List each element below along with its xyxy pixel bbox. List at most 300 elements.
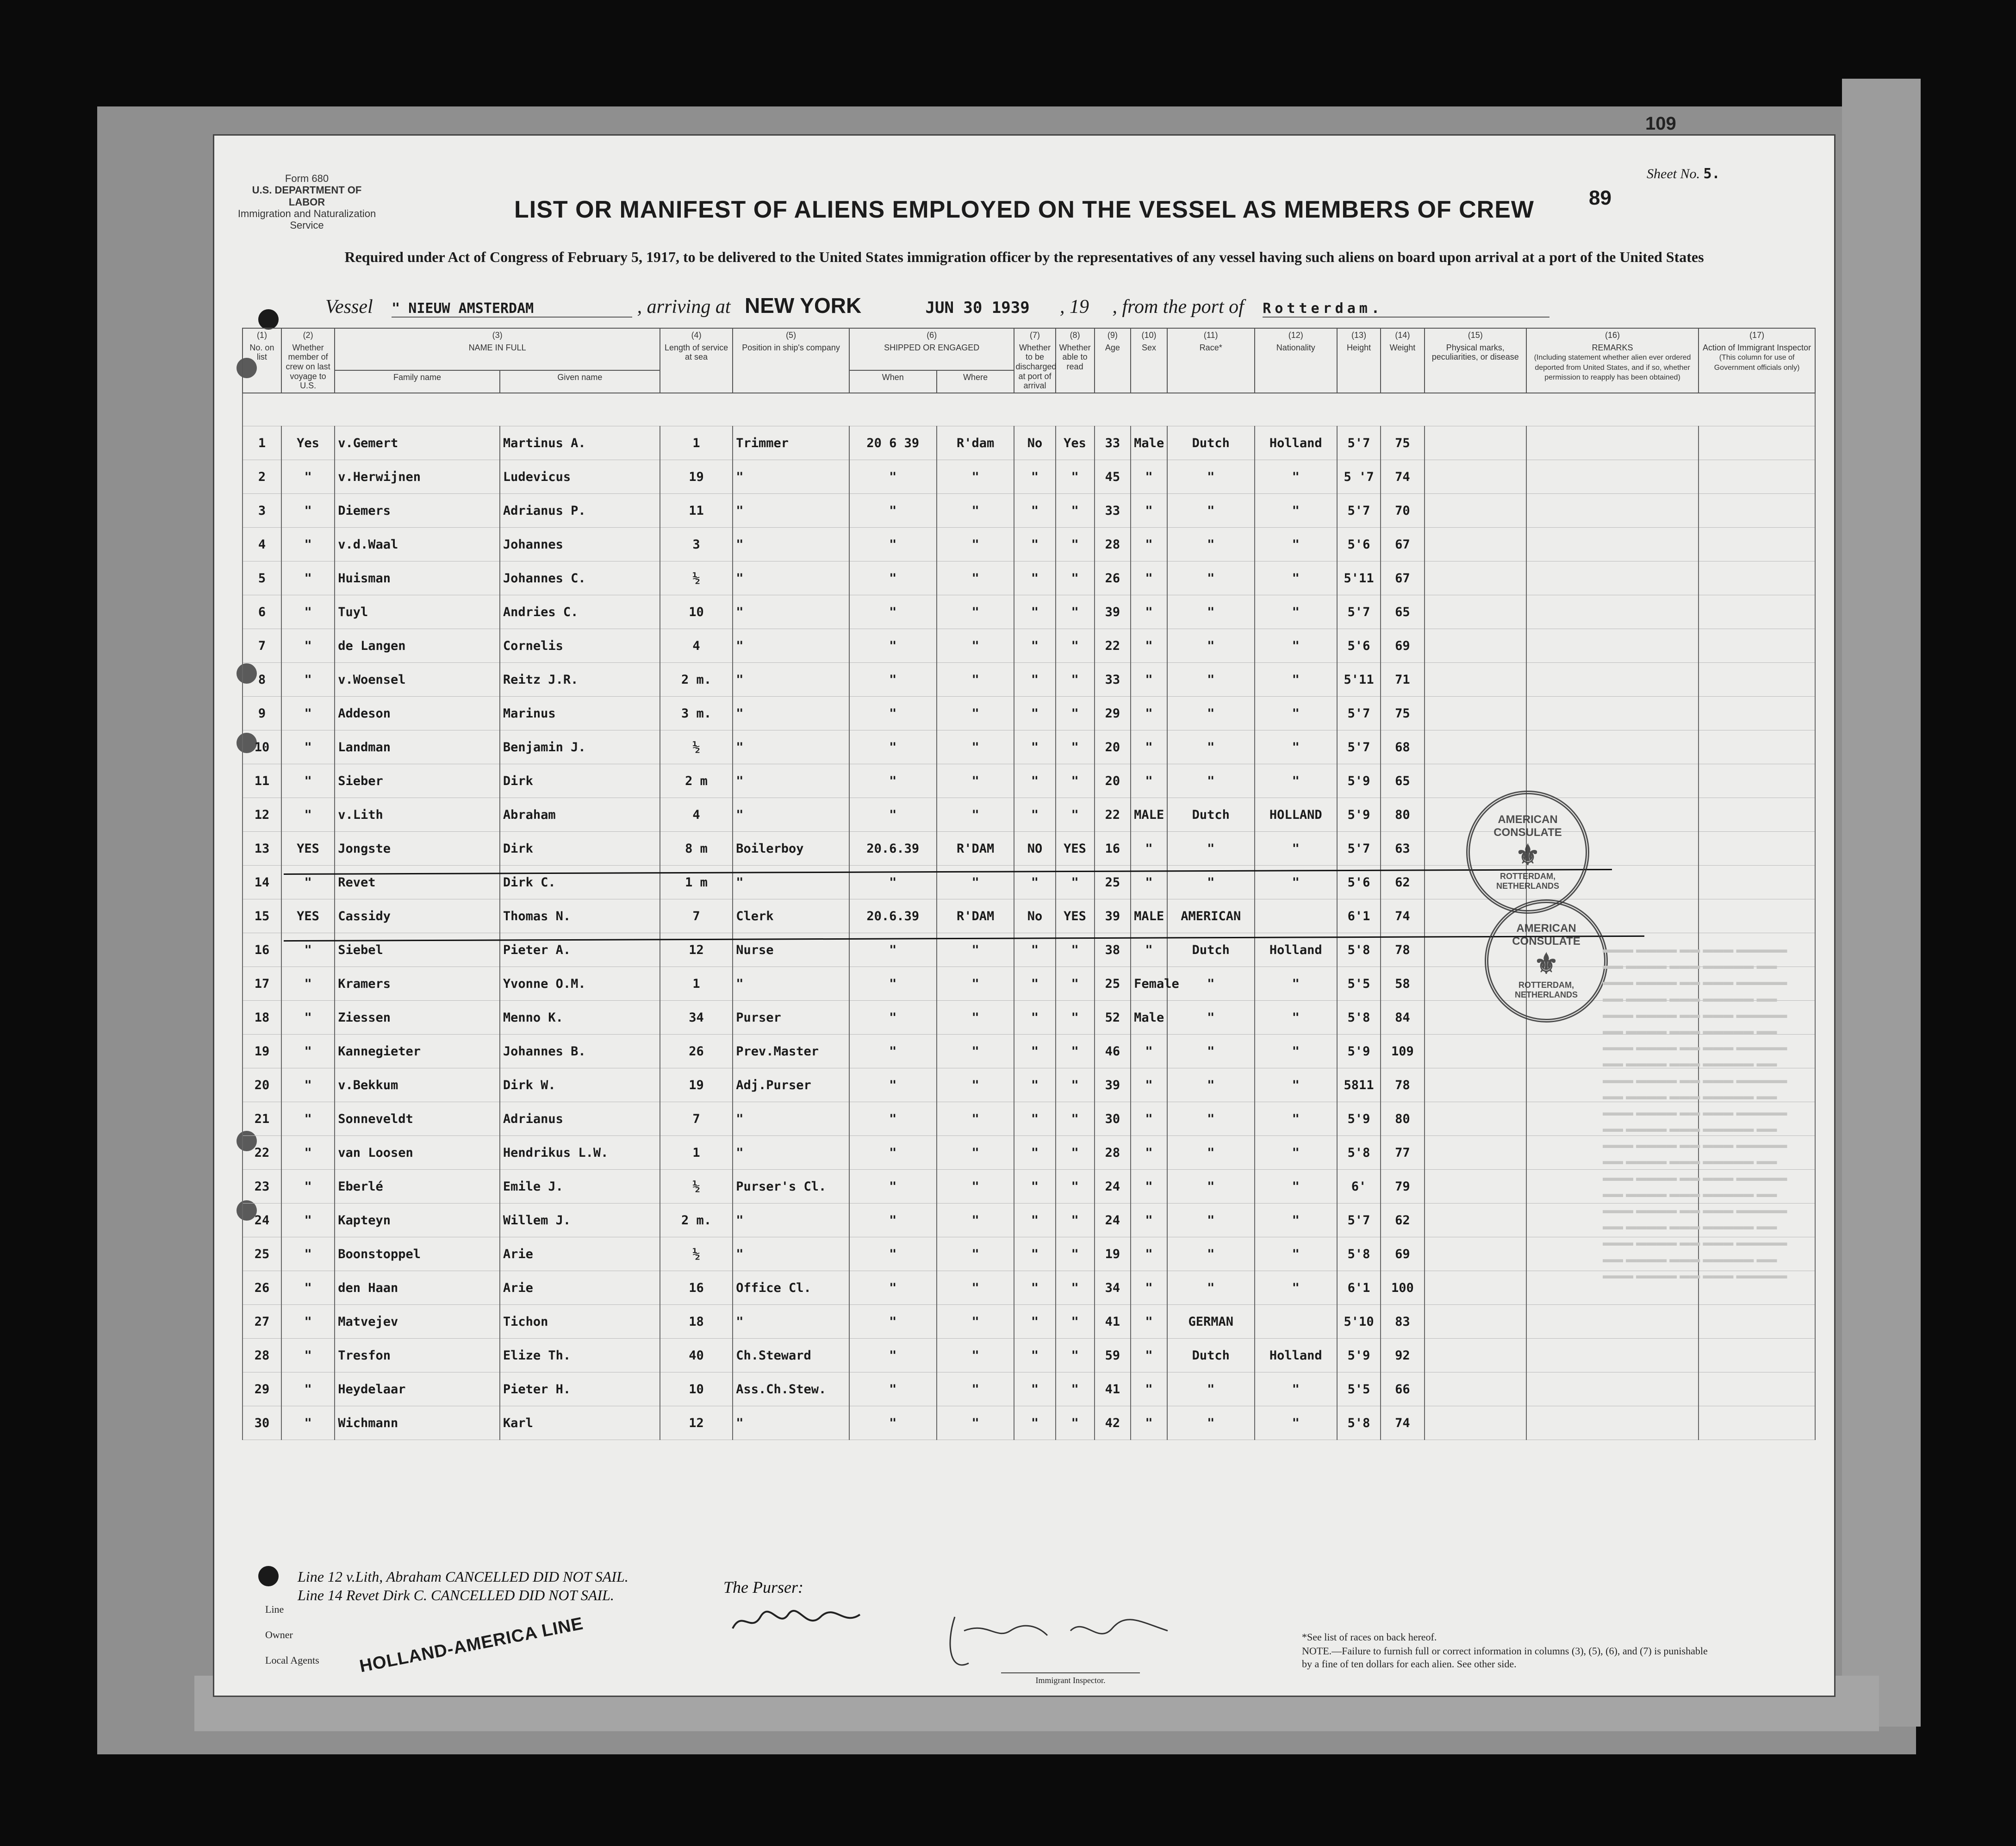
- position-cell: ": [733, 697, 849, 730]
- age-cell: 25: [1095, 967, 1131, 1001]
- height-cell: 5'7: [1337, 1204, 1381, 1237]
- service-length-cell: 2 m.: [660, 663, 733, 697]
- able-to-read-cell: ": [1056, 1068, 1095, 1102]
- able-to-read-cell: ": [1056, 866, 1095, 899]
- weight-cell: 62: [1381, 866, 1424, 899]
- family-name-cell: Landman: [335, 730, 500, 764]
- position-cell: ": [733, 730, 849, 764]
- shipped-where-cell: ": [937, 1136, 1014, 1170]
- weight-cell: 78: [1381, 933, 1424, 967]
- age-cell: 30: [1095, 1102, 1131, 1136]
- row-number-cell: 18: [243, 1001, 281, 1035]
- shipped-where-cell: ": [937, 933, 1014, 967]
- shipped-when-cell: ": [849, 595, 937, 629]
- height-cell: 5'9: [1337, 1102, 1381, 1136]
- col-1-header: (1) No. on list: [243, 328, 281, 393]
- race-cell: ": [1167, 1136, 1255, 1170]
- department: U.S. DEPARTMENT OF LABOR: [252, 184, 362, 208]
- able-to-read-cell: ": [1056, 1237, 1095, 1271]
- race-cell: ": [1167, 629, 1255, 663]
- sex-cell: ": [1131, 933, 1167, 967]
- table-row: [243, 730, 1815, 764]
- purser-label: The Purser:: [723, 1578, 803, 1597]
- row-number-cell: 5: [243, 561, 281, 595]
- physical-marks-cell: [1425, 528, 1526, 561]
- table-row: [243, 663, 1815, 697]
- able-to-read-cell: ": [1056, 1170, 1095, 1204]
- table-row: [243, 1271, 1815, 1305]
- age-cell: 42: [1095, 1406, 1131, 1440]
- height-cell: 5'8: [1337, 1001, 1381, 1035]
- row-number-cell: 2: [243, 460, 281, 494]
- table-row: [243, 1204, 1815, 1237]
- prev-voyage-cell: ": [281, 1237, 335, 1271]
- sex-cell: ": [1131, 697, 1167, 730]
- discharged-cell: ": [1014, 1136, 1055, 1170]
- sex-cell: ": [1131, 561, 1167, 595]
- weight-cell: 75: [1381, 426, 1424, 460]
- corner-page-number: 109: [1645, 113, 1676, 134]
- prev-voyage-cell: ": [281, 1305, 335, 1339]
- position-cell: Ass.Ch.Stew.: [733, 1372, 849, 1406]
- form-number: Form 680: [285, 173, 329, 184]
- height-cell: 5'6: [1337, 528, 1381, 561]
- discharged-cell: ": [1014, 629, 1055, 663]
- discharged-cell: ": [1014, 1102, 1055, 1136]
- family-name-cell: v.Bekkum: [335, 1068, 500, 1102]
- age-cell: 22: [1095, 798, 1131, 832]
- shipped-where-cell: ": [937, 1372, 1014, 1406]
- discharged-cell: ": [1014, 1271, 1055, 1305]
- given-name-cell: Hendrikus L.W.: [500, 1136, 660, 1170]
- given-name-cell: Menno K.: [500, 1001, 660, 1035]
- service-name: Immigration and Naturalization Service: [237, 207, 376, 231]
- sex-cell: ": [1131, 1170, 1167, 1204]
- col-16-header: (16) REMARKS (Including statement whether alien ever ordered deported from United States, and if so, whether permission to reapply has been obtained): [1526, 328, 1699, 393]
- nationality-cell: ": [1255, 561, 1337, 595]
- family-name-cell: Wichmann: [335, 1406, 500, 1440]
- weight-cell: 80: [1381, 798, 1424, 832]
- prev-voyage-cell: YES: [281, 899, 335, 933]
- column-header-row: [243, 328, 1815, 370]
- shipped-where-cell: R'dam: [937, 426, 1014, 460]
- weight-cell: 65: [1381, 764, 1424, 798]
- row-number-cell: 25: [243, 1237, 281, 1271]
- able-to-read-cell: ": [1056, 1271, 1095, 1305]
- given-name-cell: Dirk C.: [500, 866, 660, 899]
- sex-cell: ": [1131, 1102, 1167, 1136]
- shipped-where-cell: ": [937, 1035, 1014, 1068]
- col-7-header: (7) Whether to be discharged at port of arrival: [1014, 328, 1055, 393]
- sex-cell: Male: [1131, 1001, 1167, 1035]
- height-cell: 6': [1337, 1170, 1381, 1204]
- shipped-when-cell: 20 6 39: [849, 426, 937, 460]
- height-cell: 5'5: [1337, 967, 1381, 1001]
- shipped-where-cell: ": [937, 730, 1014, 764]
- position-cell: ": [733, 494, 849, 528]
- shipped-where-cell: ": [937, 764, 1014, 798]
- race-cell: ": [1167, 1204, 1255, 1237]
- sex-cell: ": [1131, 595, 1167, 629]
- position-cell: Office Cl.: [733, 1271, 849, 1305]
- inspector-action-cell: [1699, 663, 1815, 697]
- race-cell: Dutch: [1167, 1339, 1255, 1372]
- given-name-cell: Johannes: [500, 528, 660, 561]
- table-row: [243, 460, 1815, 494]
- position-cell: ": [733, 967, 849, 1001]
- nationality-cell: ": [1255, 460, 1337, 494]
- service-length-cell: 34: [660, 1001, 733, 1035]
- given-name-cell: Abraham: [500, 798, 660, 832]
- row-number-cell: 27: [243, 1305, 281, 1339]
- height-cell: 5'8: [1337, 1136, 1381, 1170]
- shipped-when-cell: ": [849, 663, 937, 697]
- remarks-cell: [1526, 426, 1699, 460]
- weight-cell: 80: [1381, 1102, 1424, 1136]
- shipped-where-cell: ": [937, 1001, 1014, 1035]
- weight-cell: 67: [1381, 528, 1424, 561]
- family-name-cell: v.Lith: [335, 798, 500, 832]
- family-name-cell: Boonstoppel: [335, 1237, 500, 1271]
- consulate-seal-stamp: AMERICAN CONSULATE ⚜ ROTTERDAM, NETHERLANDS: [1466, 791, 1589, 914]
- sex-cell: MALE: [1131, 899, 1167, 933]
- prev-voyage-cell: ": [281, 697, 335, 730]
- prev-voyage-cell: ": [281, 629, 335, 663]
- prev-voyage-cell: ": [281, 460, 335, 494]
- service-length-cell: 4: [660, 798, 733, 832]
- able-to-read-cell: ": [1056, 697, 1095, 730]
- discharged-cell: ": [1014, 1068, 1055, 1102]
- shipped-where-cell: ": [937, 1068, 1014, 1102]
- race-cell: ": [1167, 1035, 1255, 1068]
- vessel-line: [325, 293, 1806, 321]
- owner-label: Owner: [265, 1629, 293, 1640]
- family-name-cell: Heydelaar: [335, 1372, 500, 1406]
- able-to-read-cell: YES: [1056, 832, 1095, 866]
- sex-cell: ": [1131, 1339, 1167, 1372]
- discharged-cell: ": [1014, 1170, 1055, 1204]
- row-number-cell: 21: [243, 1102, 281, 1136]
- race-cell: Dutch: [1167, 933, 1255, 967]
- shipped-where-cell: ": [937, 798, 1014, 832]
- height-cell: 5 '7: [1337, 460, 1381, 494]
- race-cell: ": [1167, 697, 1255, 730]
- age-cell: 52: [1095, 1001, 1131, 1035]
- shipped-where-cell: ": [937, 866, 1014, 899]
- position-cell: Purser's Cl.: [733, 1170, 849, 1204]
- row-number-cell: 7: [243, 629, 281, 663]
- family-name-cell: Kapteyn: [335, 1204, 500, 1237]
- race-cell: AMERICAN: [1167, 899, 1255, 933]
- age-cell: 33: [1095, 426, 1131, 460]
- row-number-cell: 1: [243, 426, 281, 460]
- shipped-where-cell: ": [937, 1271, 1014, 1305]
- immigrant-inspector-label: Immigrant Inspector.: [1001, 1672, 1140, 1686]
- discharged-cell: ": [1014, 663, 1055, 697]
- prev-voyage-cell: ": [281, 730, 335, 764]
- family-name-cell: v.Herwijnen: [335, 460, 500, 494]
- given-name-cell: Emile J.: [500, 1170, 660, 1204]
- given-name-cell: Thomas N.: [500, 899, 660, 933]
- shipped-when-cell: ": [849, 1204, 937, 1237]
- inspector-action-cell: [1699, 426, 1815, 460]
- height-cell: 5'9: [1337, 1035, 1381, 1068]
- service-length-cell: 19: [660, 460, 733, 494]
- age-cell: 26: [1095, 561, 1131, 595]
- race-cell: ": [1167, 1001, 1255, 1035]
- height-cell: 5'10: [1337, 1305, 1381, 1339]
- weight-cell: 68: [1381, 730, 1424, 764]
- col-17-header: (17) Action of Immigrant Inspector (This column for use of Government officials only): [1699, 328, 1815, 393]
- position-cell: ": [733, 866, 849, 899]
- table-row: [243, 1406, 1815, 1440]
- service-length-cell: 7: [660, 899, 733, 933]
- service-length-cell: 1 m: [660, 866, 733, 899]
- shipped-where-cell: ": [937, 967, 1014, 1001]
- row-number-cell: 30: [243, 1406, 281, 1440]
- departure-port: Rotterdam.: [1263, 300, 1549, 318]
- service-length-cell: 10: [660, 595, 733, 629]
- table-row: [243, 629, 1815, 663]
- cancellation-note-2: Line 14 Revet Dirk C. CANCELLED DID NOT SAIL.: [298, 1587, 614, 1603]
- service-length-cell: ½: [660, 730, 733, 764]
- service-length-cell: ½: [660, 1170, 733, 1204]
- shipped-when-cell: 20.6.39: [849, 899, 937, 933]
- weight-cell: 58: [1381, 967, 1424, 1001]
- shipped-when-cell: ": [849, 866, 937, 899]
- height-cell: 5'6: [1337, 866, 1381, 899]
- row-number-cell: 28: [243, 1339, 281, 1372]
- remarks-cell: [1526, 629, 1699, 663]
- given-name-cell: Ludevicus: [500, 460, 660, 494]
- age-cell: 39: [1095, 595, 1131, 629]
- nationality-cell: ": [1255, 1102, 1337, 1136]
- able-to-read-cell: ": [1056, 1406, 1095, 1440]
- sex-cell: ": [1131, 730, 1167, 764]
- given-name-cell: Adrianus P.: [500, 494, 660, 528]
- able-to-read-cell: ": [1056, 798, 1095, 832]
- age-cell: 29: [1095, 697, 1131, 730]
- discharged-cell: ": [1014, 1035, 1055, 1068]
- physical-marks-cell: [1425, 663, 1526, 697]
- age-cell: 41: [1095, 1305, 1131, 1339]
- physical-marks-cell: [1425, 1068, 1526, 1102]
- family-name-cell: Kramers: [335, 967, 500, 1001]
- physical-marks-cell: [1425, 460, 1526, 494]
- blank-spacer-row: [243, 393, 1815, 426]
- position-cell: ": [733, 798, 849, 832]
- row-number-cell: 23: [243, 1170, 281, 1204]
- shipped-when-cell: ": [849, 1406, 937, 1440]
- physical-marks-cell: [1425, 629, 1526, 663]
- row-number-cell: 22: [243, 1136, 281, 1170]
- inspector-action-cell: [1699, 730, 1815, 764]
- weight-cell: 78: [1381, 1068, 1424, 1102]
- shipped-where-cell: ": [937, 1102, 1014, 1136]
- col-13-header: (13) Height: [1337, 328, 1381, 393]
- family-name-cell: Diemers: [335, 494, 500, 528]
- discharged-cell: ": [1014, 494, 1055, 528]
- given-name-cell: Karl: [500, 1406, 660, 1440]
- remarks-cell: [1526, 494, 1699, 528]
- family-name-cell: Cassidy: [335, 899, 500, 933]
- shipped-when-cell: ": [849, 460, 937, 494]
- nationality-cell: ": [1255, 1136, 1337, 1170]
- able-to-read-cell: ": [1056, 561, 1095, 595]
- able-to-read-cell: ": [1056, 933, 1095, 967]
- able-to-read-cell: ": [1056, 1136, 1095, 1170]
- table-row: [243, 561, 1815, 595]
- table-row: [243, 1136, 1815, 1170]
- row-number-cell: 8: [243, 663, 281, 697]
- inspector-action-cell: [1699, 899, 1815, 933]
- shipped-where-cell: ": [937, 528, 1014, 561]
- service-length-cell: 12: [660, 1406, 733, 1440]
- discharged-cell: ": [1014, 1339, 1055, 1372]
- family-name-cell: v.Woensel: [335, 663, 500, 697]
- row-number-cell: 10: [243, 730, 281, 764]
- family-name-cell: Jongste: [335, 832, 500, 866]
- shipped-when-cell: ": [849, 1339, 937, 1372]
- prev-voyage-cell: ": [281, 1170, 335, 1204]
- able-to-read-cell: ": [1056, 1339, 1095, 1372]
- weight-cell: 84: [1381, 1001, 1424, 1035]
- nationality-cell: ": [1255, 764, 1337, 798]
- able-to-read-cell: ": [1056, 460, 1095, 494]
- able-to-read-cell: ": [1056, 1305, 1095, 1339]
- able-to-read-cell: ": [1056, 595, 1095, 629]
- position-cell: Ch.Steward: [733, 1339, 849, 1372]
- shipped-when-cell: ": [849, 1102, 937, 1136]
- col-15-header: (15) Physical marks, peculiarities, or disease: [1425, 328, 1526, 393]
- discharged-cell: No: [1014, 899, 1055, 933]
- col-6-header: (6) SHIPPED OR ENGAGED: [849, 328, 1014, 370]
- race-cell: ": [1167, 1102, 1255, 1136]
- row-number-cell: 13: [243, 832, 281, 866]
- prev-voyage-cell: ": [281, 764, 335, 798]
- race-cell: ": [1167, 1237, 1255, 1271]
- race-cell: ": [1167, 1372, 1255, 1406]
- race-cell: ": [1167, 832, 1255, 866]
- cancellation-note-1: Line 12 v.Lith, Abraham CANCELLED DID NOT SAIL.: [298, 1568, 628, 1585]
- height-cell: 5'8: [1337, 1406, 1381, 1440]
- shipped-where-cell: ": [937, 663, 1014, 697]
- back-sheet-right: [1842, 79, 1921, 1727]
- race-cell: Dutch: [1167, 798, 1255, 832]
- nationality-cell: HOLLAND: [1255, 798, 1337, 832]
- remarks-cell: [1526, 697, 1699, 730]
- age-cell: 28: [1095, 1136, 1131, 1170]
- race-cell: ": [1167, 595, 1255, 629]
- given-name-cell: Dirk W.: [500, 1068, 660, 1102]
- race-cell: ": [1167, 967, 1255, 1001]
- where-header: Where: [937, 370, 1014, 393]
- physical-marks-cell: [1425, 426, 1526, 460]
- service-length-cell: 4: [660, 629, 733, 663]
- age-cell: 45: [1095, 460, 1131, 494]
- age-cell: 39: [1095, 1068, 1131, 1102]
- penalty-note: NOTE.—Failure to furnish full or correct information in columns (3), (5), (6), and (7) is punishable by a fine of ten dollars for each alien. See other side.: [1302, 1645, 1708, 1670]
- given-name-cell: Tichon: [500, 1305, 660, 1339]
- discharged-cell: ": [1014, 798, 1055, 832]
- shipped-when-cell: ": [849, 798, 937, 832]
- shipped-where-cell: ": [937, 494, 1014, 528]
- remarks-cell: [1526, 561, 1699, 595]
- shipped-when-cell: ": [849, 967, 937, 1001]
- sheet-value: 5.: [1703, 166, 1720, 182]
- inspector-action-cell: [1699, 764, 1815, 798]
- sex-cell: ": [1131, 1068, 1167, 1102]
- position-cell: Boilerboy: [733, 832, 849, 866]
- bleed-through-text: ▬▬▬ ▬▬▬▬ ▬▬ ▬▬▬ ▬▬▬▬▬ ▬▬ ▬▬▬▬ ▬▬▬ ▬▬▬▬▬ ▬▬ ▬▬▬ ▬▬▬▬ ▬▬ ▬▬▬ ▬▬▬▬▬ ▬▬ ▬▬▬▬ ▬▬▬ ▬▬▬▬▬ ▬▬ ▬▬▬ ▬▬▬▬ ▬▬ ▬▬▬ ▬▬▬▬▬ ▬▬ ▬▬▬▬ ▬▬▬ ▬▬▬▬▬ ▬▬ ▬▬▬ ▬▬▬▬ ▬▬ ▬▬▬ ▬▬▬▬▬ ▬▬ ▬▬▬▬ ▬▬▬ ▬▬▬▬▬ ▬▬ ▬▬▬ ▬▬▬▬ ▬▬ ▬▬▬ ▬▬▬▬▬ ▬▬ ▬▬▬▬ ▬▬▬ ▬▬▬▬▬ ▬▬ ▬▬▬ ▬▬▬▬ ▬▬ ▬▬▬ ▬▬▬▬▬ ▬▬ ▬▬▬▬ ▬▬▬ ▬▬▬▬▬ ▬▬ ▬▬▬ ▬▬▬▬ ▬▬ ▬▬▬ ▬▬▬▬▬ ▬▬ ▬▬▬▬ ▬▬▬ ▬▬▬▬▬ ▬▬ ▬▬▬ ▬▬▬▬ ▬▬ ▬▬▬ ▬▬▬▬▬ ▬▬ ▬▬▬▬ ▬▬▬ ▬▬▬▬▬ ▬▬ ▬▬▬ ▬▬▬▬ ▬▬ ▬▬▬ ▬▬▬▬▬ ▬▬ ▬▬▬▬ ▬▬▬ ▬▬▬▬▬ ▬▬ ▬▬▬ ▬▬▬▬ ▬▬ ▬▬▬ ▬▬▬▬▬ ▬▬ ▬▬▬▬ ▬▬▬ ▬▬▬▬▬ ▬▬ ▬▬▬ ▬▬▬▬ ▬▬ ▬▬▬ ▬▬▬▬▬: [1603, 943, 1787, 1281]
- height-cell: 5'7: [1337, 832, 1381, 866]
- remarks-cell: [1526, 528, 1699, 561]
- service-length-cell: ½: [660, 1237, 733, 1271]
- weight-cell: 74: [1381, 460, 1424, 494]
- physical-marks-cell: [1425, 1102, 1526, 1136]
- age-cell: 34: [1095, 1271, 1131, 1305]
- shipped-when-cell: ": [849, 1372, 937, 1406]
- prev-voyage-cell: Yes: [281, 426, 335, 460]
- shipped-where-cell: ": [937, 595, 1014, 629]
- weight-cell: 79: [1381, 1170, 1424, 1204]
- shipped-when-cell: ": [849, 764, 937, 798]
- inspector-action-cell: [1699, 832, 1815, 866]
- position-cell: ": [733, 764, 849, 798]
- service-length-cell: 1: [660, 967, 733, 1001]
- family-name-header: Family name: [335, 370, 500, 393]
- inspector-action-cell: [1699, 629, 1815, 663]
- inspector-action-cell: [1699, 866, 1815, 899]
- discharged-cell: ": [1014, 697, 1055, 730]
- year-label: , 19: [1060, 296, 1089, 318]
- race-cell: ": [1167, 730, 1255, 764]
- table-row: [243, 1102, 1815, 1136]
- sex-cell: ": [1131, 866, 1167, 899]
- able-to-read-cell: YES: [1056, 899, 1095, 933]
- col-5-header: (5) Position in ship's company: [733, 328, 849, 393]
- race-cell: ": [1167, 663, 1255, 697]
- given-name-cell: Yvonne O.M.: [500, 967, 660, 1001]
- row-number-cell: 17: [243, 967, 281, 1001]
- table-row: [243, 1305, 1815, 1339]
- nationality-cell: [1255, 1305, 1337, 1339]
- remarks-cell: [1526, 595, 1699, 629]
- family-name-cell: den Haan: [335, 1271, 500, 1305]
- nationality-cell: ": [1255, 1204, 1337, 1237]
- prev-voyage-cell: ": [281, 1406, 335, 1440]
- nationality-cell: ": [1255, 832, 1337, 866]
- row-number-cell: 12: [243, 798, 281, 832]
- discharged-cell: No: [1014, 426, 1055, 460]
- table-row: [243, 426, 1815, 460]
- table-row: [243, 494, 1815, 528]
- race-cell: ": [1167, 1406, 1255, 1440]
- discharged-cell: ": [1014, 561, 1055, 595]
- nationality-cell: ": [1255, 1372, 1337, 1406]
- position-cell: ": [733, 1204, 849, 1237]
- race-cell: ": [1167, 1271, 1255, 1305]
- weight-cell: 63: [1381, 832, 1424, 866]
- position-cell: ": [733, 460, 849, 494]
- prev-voyage-cell: ": [281, 933, 335, 967]
- position-cell: Clerk: [733, 899, 849, 933]
- given-name-cell: Reitz J.R.: [500, 663, 660, 697]
- height-cell: 5'11: [1337, 561, 1381, 595]
- nationality-cell: ": [1255, 629, 1337, 663]
- shipped-where-cell: ": [937, 1406, 1014, 1440]
- discharged-cell: ": [1014, 764, 1055, 798]
